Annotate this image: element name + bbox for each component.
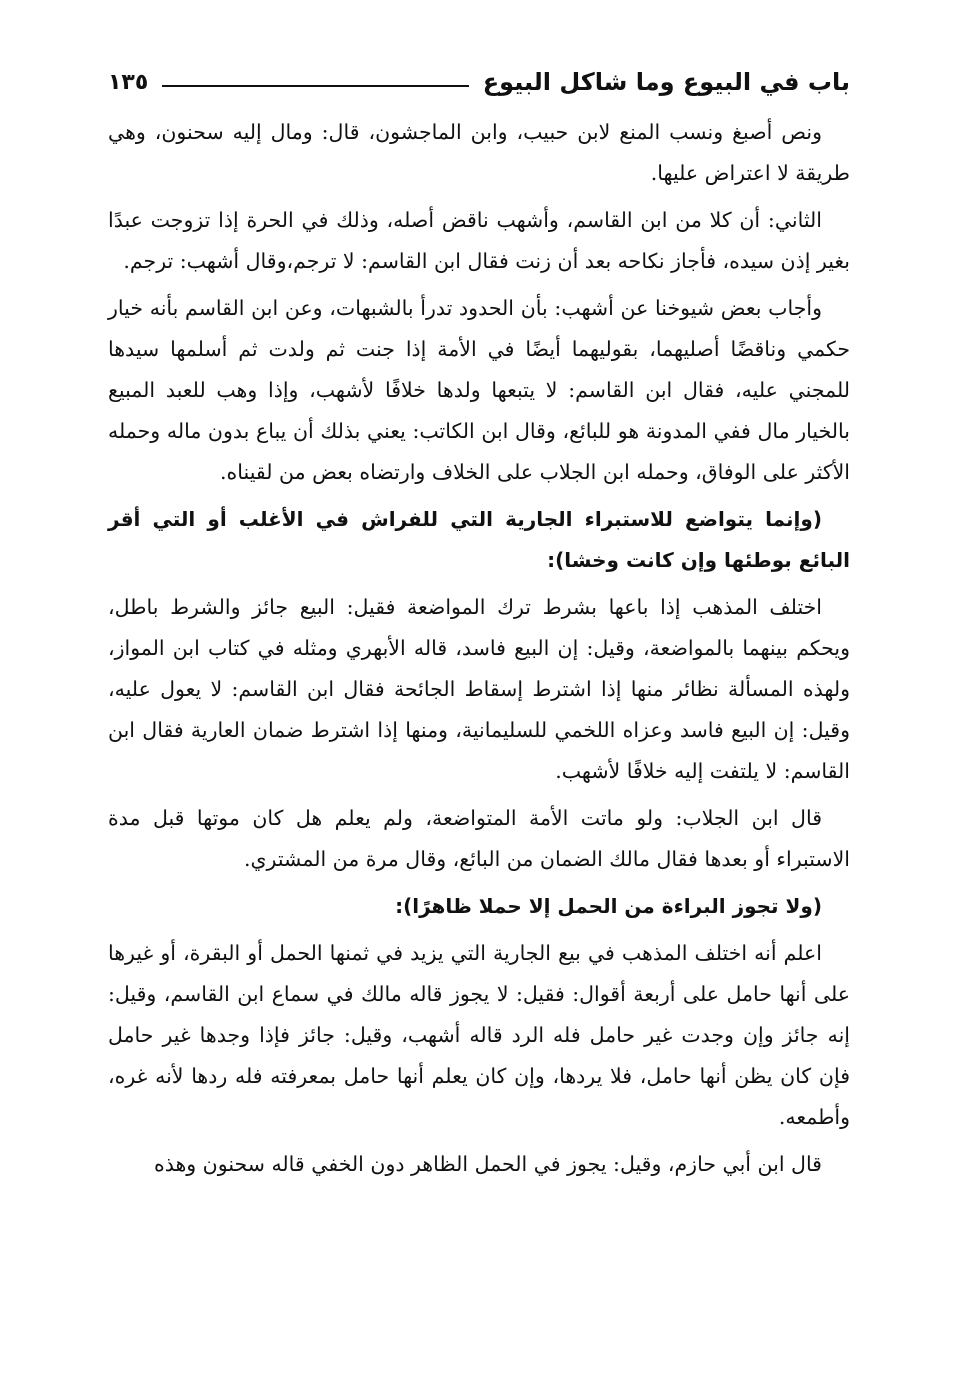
paragraph: قال ابن الجلاب: ولو ماتت الأمة المتواضعة، ولم يعلم هل كان موتها قبل مدة الاستبراء أو بعدها فقال مالك الضمان من البائع، وقال مرة من المشتري. bbox=[108, 806, 850, 871]
paragraph: الثاني: أن كلا من ابن القاسم، وأشهب ناقض أصله، وذلك في الحرة إذا تزوجت عبدًا بغير إذن سيده، فأجاز نكاحه بعد أن زنت فقال ابن القاسم: لا ترجم،وقال أشهب: ترجم. bbox=[108, 208, 850, 273]
paragraph: قال ابن أبي حازم، وقيل: يجوز في الحمل الظاهر دون الخفي قاله سحنون وهذه bbox=[153, 1152, 822, 1176]
matn-heading: (ولا تجوز البراءة من الحمل إلا حملا ظاهرًا): bbox=[395, 894, 822, 918]
matn-heading: (وإنما يتواضع للاستبراء الجارية التي للفراش في الأغلب أو التي أقر البائع بوطئها وإن كانت وخشا): bbox=[108, 507, 850, 572]
header-title: باب في البيوع وما شاكل البيوع bbox=[482, 68, 850, 96]
paragraph: وأجاب بعض شيوخنا عن أشهب: بأن الحدود تدرأ بالشبهات، وعن ابن القاسم بأنه خيار حكمي وناقضًا أصليهما، بقوليهما أيضًا في الأمة إذا جنت ثم ولدت ثم أسلمها سيدها للمجني عليه، فقال ابن القاسم: لا يتبعها ولدها خلافًا لأشهب، وإذا وهب للعبد المبيع بالخيار مال ففي المدونة هو للبائع، وقال ابن الكاتب: يعني بذلك أن يباع بدون ماله وحمله الأكثر على الوفاق، وحمله ابن الجلاب على الخلاف وارتضاه بعض من لقيناه. bbox=[108, 296, 850, 484]
body-text bbox=[108, 112, 850, 1185]
header-rule bbox=[162, 85, 468, 87]
page-number: ١٣٥ bbox=[108, 69, 149, 95]
paragraph: ونص أصبغ ونسب المنع لابن حبيب، وابن الماجشون، قال: ومال إليه سحنون، وهي طريقة لا اعتراض عليها. bbox=[108, 120, 850, 185]
running-header bbox=[108, 62, 850, 102]
paragraph: اعلم أنه اختلف المذهب في بيع الجارية التي يزيد في ثمنها الحمل أو البقرة، أو غيرها على أنها حامل على أربعة أقوال: فقيل: لا يجوز قاله مالك في سماع ابن القاسم، وقيل: إنه جائز وإن وجدت غير حامل فله الرد قاله أشهب، وقيل: جائز فإذا وجدها غير حامل فإن كان يظن أنها حامل، فلا يردها، وإن كان يعلم أنها حامل بمعرفته فله ردها لأنه غره، وأطمعه. bbox=[108, 941, 850, 1129]
paragraph: اختلف المذهب إذا باعها بشرط ترك المواضعة فقيل: البيع جائز والشرط باطل، ويحكم بينهما بالمواضعة، وقيل: إن البيع فاسد، قاله الأبهري ومثله في كتاب ابن المواز، ولهذه المسألة نظائر منها إذا اشترط إسقاط الجائحة فقال ابن القاسم: لا يعول عليه، وقيل: إن البيع فاسد وعزاه اللخمي للسليمانية، ومنها إذا اشترط ضمان العارية فقال ابن القاسم: لا يلتفت إليه خلافًا لأشهب. bbox=[108, 595, 850, 783]
